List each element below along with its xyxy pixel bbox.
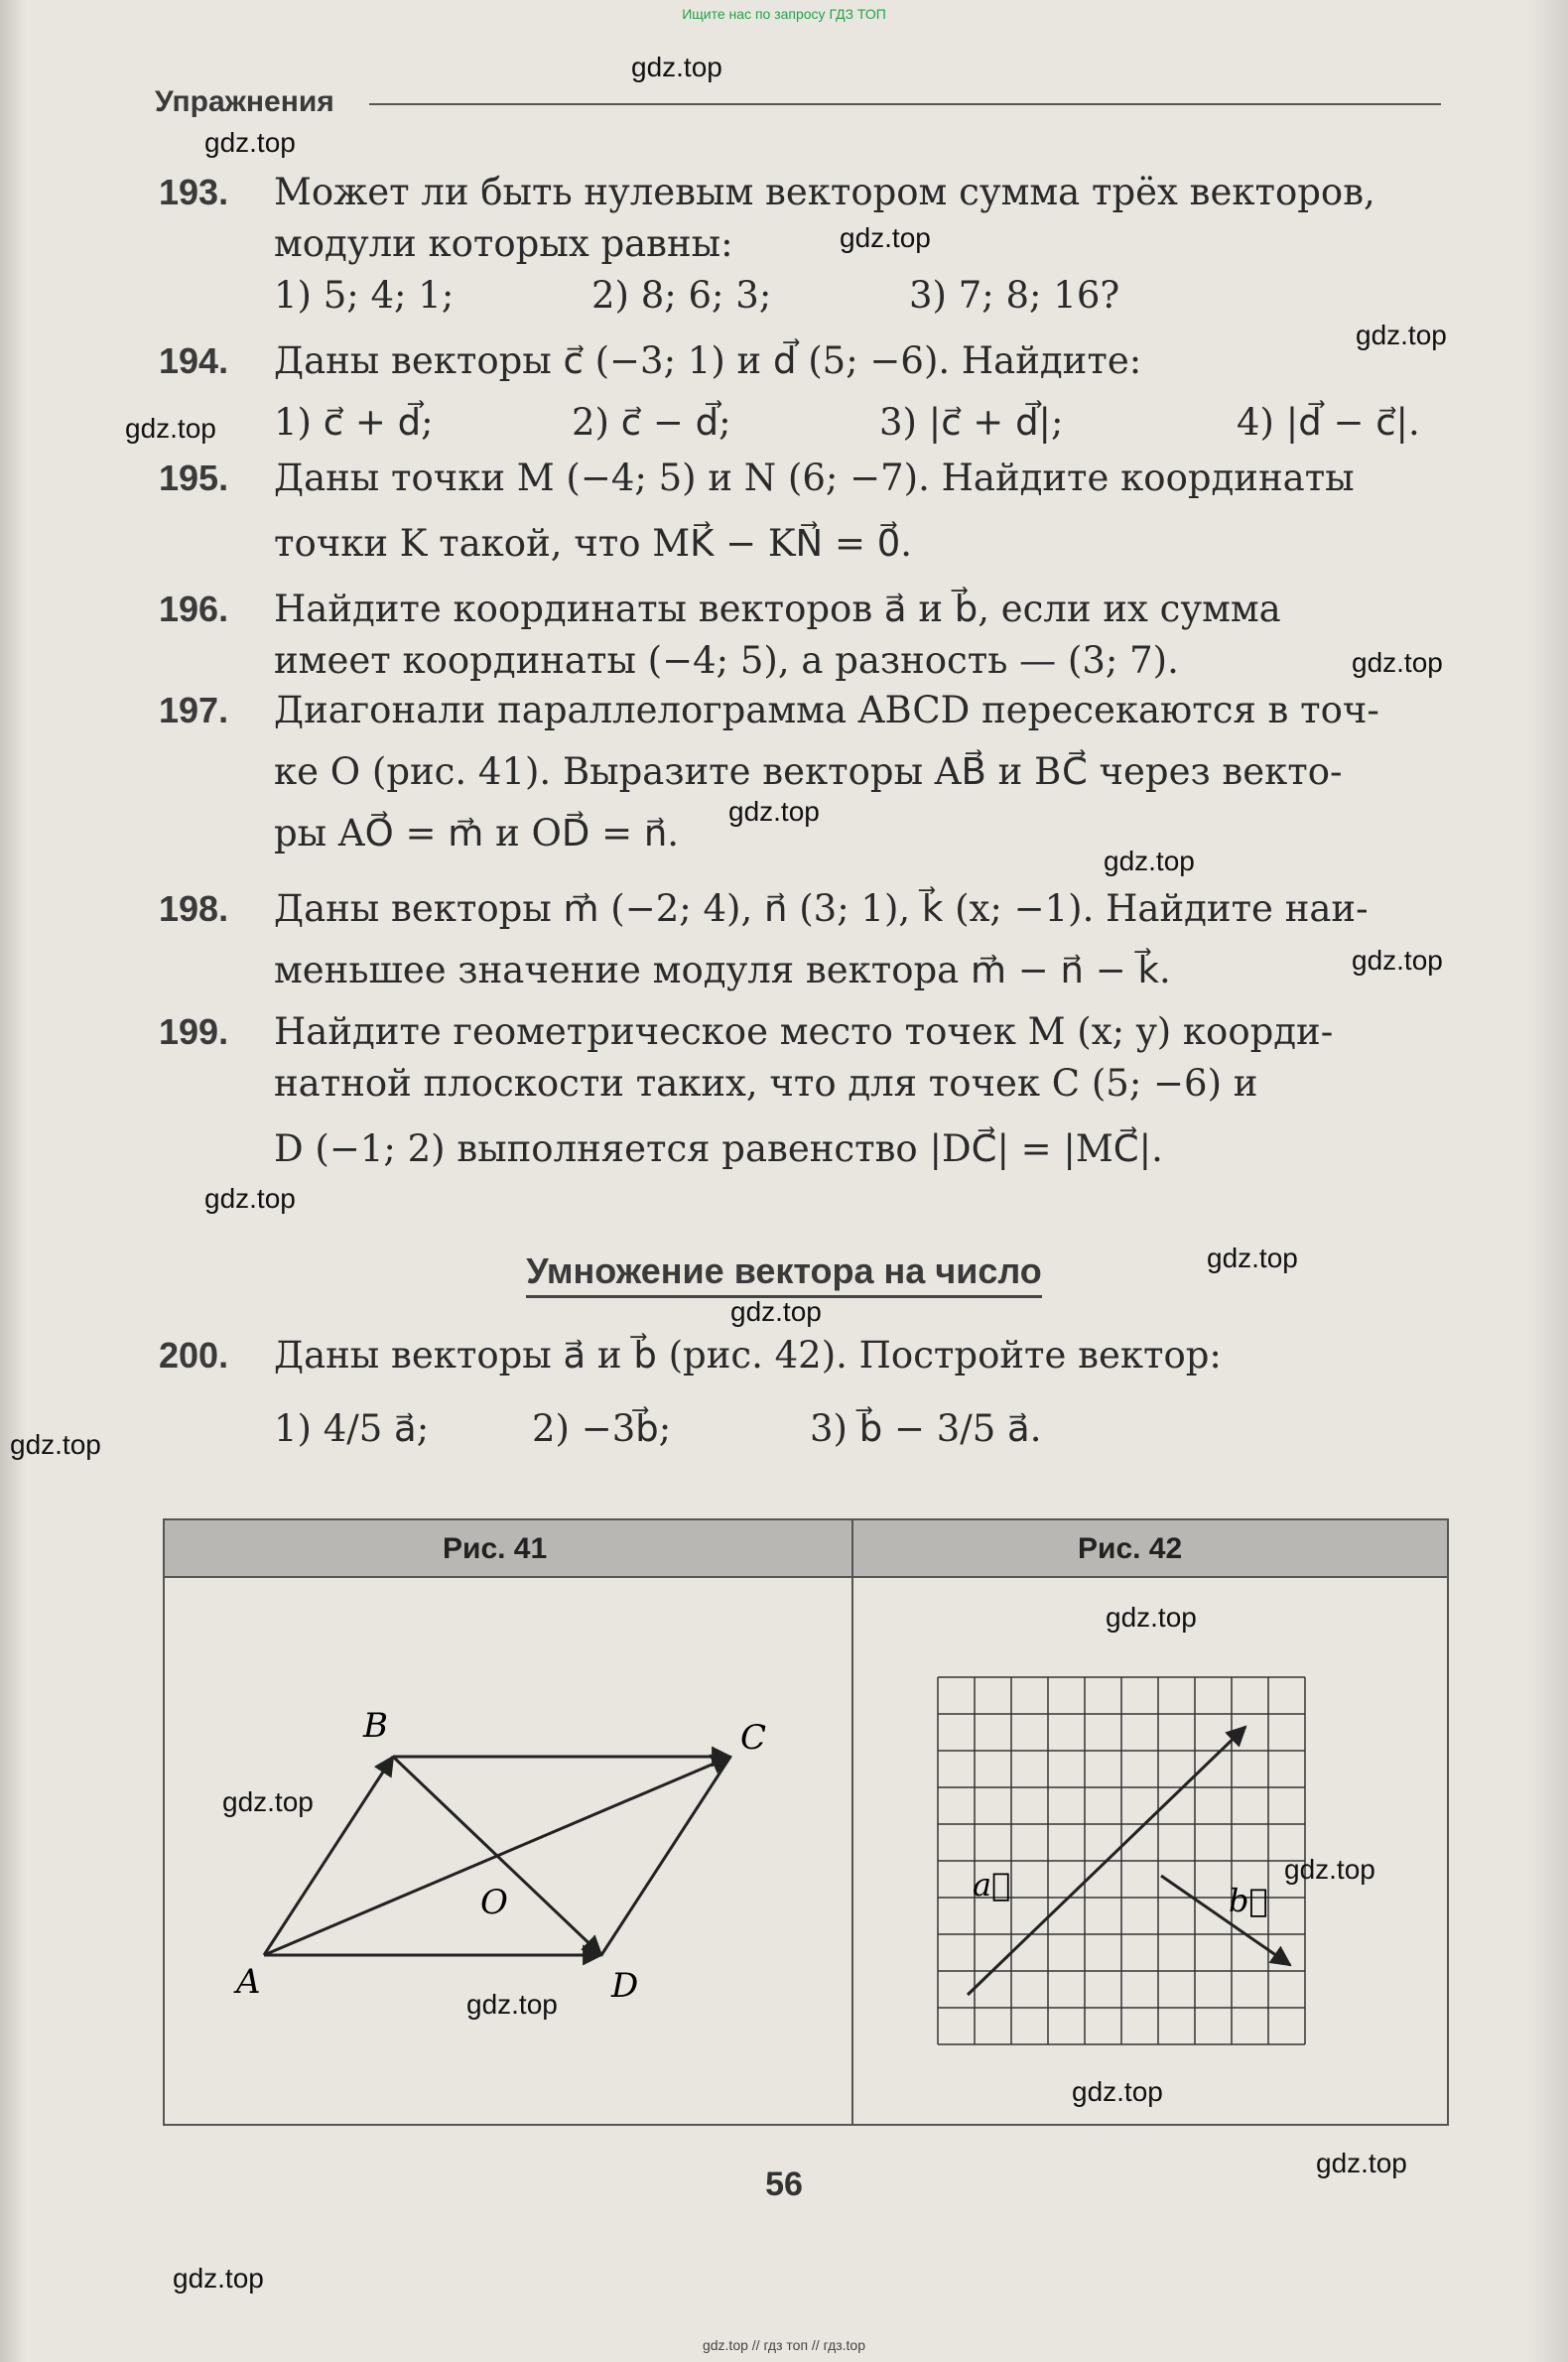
label-c: C: [740, 1718, 767, 1758]
section-title: Упражнения: [155, 85, 334, 118]
watermark: gdz.top: [1207, 1243, 1298, 1273]
label-a: A: [236, 1962, 261, 2002]
exercise-line: Даны векторы c⃗ (−3; 1) и d⃗ (5; −6). Найдите:: [274, 339, 1142, 382]
option: 2) c⃗ − d⃗;: [572, 401, 731, 444]
watermark: gdz.top: [1284, 1854, 1375, 1885]
watermark: gdz.top: [1352, 647, 1443, 678]
label-d: D: [611, 1966, 639, 2006]
watermark: gdz.top: [10, 1429, 101, 1460]
exercise-198: [159, 883, 1449, 996]
exercise-199: [159, 1006, 1449, 1175]
fig42-title: Рис. 42: [1078, 1532, 1183, 1565]
exercise-196: [159, 584, 1449, 687]
exercise-line: D (−1; 2) выполняется равенство |DC⃗| = |MC⃗|.: [274, 1127, 1163, 1170]
answer-options: [274, 397, 1449, 449]
bottom-banner[interactable]: gdz.top // гдз топ // гдз.top: [702, 2337, 866, 2353]
exercise-line: модули которых равны:: [274, 222, 733, 265]
watermark: gdz.top: [1106, 1602, 1197, 1633]
option: 3) 7; 8; 16?: [909, 274, 1120, 317]
exercise-line: Найдите геометрическое место точек M (x; y) коорди-: [274, 1010, 1334, 1053]
exercise-line: точки K такой, что MK⃗ − KN⃗ = 0⃗.: [274, 522, 913, 565]
answer-options: [274, 1403, 1449, 1455]
figures-table: [163, 1518, 1449, 2126]
exercise-line: Может ли быть нулевым вектором сумма трёх векторов,: [274, 171, 1375, 213]
watermark: gdz.top: [631, 52, 722, 82]
fig41-title: Рис. 41: [443, 1532, 548, 1565]
exercise-number: 198.: [159, 888, 229, 929]
label-vector-a: a⃗: [973, 1866, 1011, 1903]
watermark: gdz.top: [222, 1786, 314, 1817]
diagonal-bd: [393, 1757, 601, 1955]
watermark: gdz.top: [730, 1296, 822, 1327]
label-o: O: [480, 1883, 508, 1922]
page-edge-shadow: [1528, 0, 1568, 2362]
watermark: gdz.top: [173, 2263, 264, 2294]
figures-header: [165, 1520, 1447, 1578]
option: 2) 8; 6; 3;: [591, 274, 772, 317]
watermark: gdz.top: [1356, 320, 1447, 350]
exercise-195: [159, 453, 1449, 570]
label-vector-b: b⃗: [1229, 1882, 1268, 1919]
option: 3) b⃗ − 3/5 a⃗.: [810, 1407, 1042, 1450]
page-number: 56: [765, 2165, 803, 2203]
watermark: gdz.top: [1072, 2076, 1163, 2107]
option: 2) −3b⃗;: [532, 1407, 672, 1450]
option: 1) c⃗ + d⃗;: [274, 401, 434, 444]
option: 3) |c⃗ + d⃗|;: [879, 401, 1064, 444]
side-dc: [601, 1757, 730, 1955]
exercise-line: Найдите координаты векторов a⃗ и b⃗, если их сумма: [274, 588, 1281, 630]
exercise-number: 197.: [159, 690, 229, 730]
exercise-line: ры AO⃗ = m⃗ и OD⃗ = n⃗.: [274, 812, 680, 854]
watermark: gdz.top: [1104, 846, 1195, 876]
watermark: gdz.top: [204, 1183, 296, 1214]
exercise-number: 200.: [159, 1335, 229, 1376]
option: 4) |d⃗ − c⃗|.: [1237, 401, 1420, 444]
watermark: gdz.top: [204, 127, 296, 158]
exercise-line: ке O (рис. 41). Выразите векторы AB⃗ и BC⃗ через векто-: [274, 750, 1343, 793]
exercise-line: натной плоскости таких, что для точек C (5; −6) и: [274, 1062, 1258, 1105]
fig41-parallelogram: [165, 1578, 849, 2122]
exercise-197: [159, 685, 1449, 859]
watermark: gdz.top: [466, 1989, 558, 2020]
exercise-194: [159, 335, 1449, 449]
watermark: gdz.top: [840, 222, 931, 253]
exercise-193: [159, 167, 1449, 322]
fig42-grid: [853, 1578, 1445, 2122]
exercise-line: Даны точки M (−4; 5) и N (6; −7). Найдите координаты: [274, 457, 1355, 499]
exercise-number: 194.: [159, 340, 229, 381]
header-rule: [369, 103, 1441, 105]
exercise-line: меньшее значение модуля вектора m⃗ − n⃗ − k⃗.: [274, 949, 1171, 991]
label-b: B: [363, 1706, 388, 1746]
watermark: gdz.top: [1316, 2148, 1407, 2178]
watermark: gdz.top: [728, 796, 820, 827]
exercise-number: 196.: [159, 589, 229, 629]
exercise-number: 195.: [159, 458, 229, 498]
exercise-200: [159, 1330, 1449, 1455]
exercise-line: Даны векторы a⃗ и b⃗ (рис. 42). Постройте вектор:: [274, 1334, 1222, 1377]
top-banner[interactable]: Ищите нас по запросу ГДЗ ТОП: [682, 6, 886, 22]
vector-b: [1161, 1876, 1290, 1965]
subheading: Умножение вектора на число: [0, 1250, 1568, 1292]
exercise-line: Диагонали параллелограмма ABCD пересекаются в точ-: [274, 689, 1379, 731]
watermark: gdz.top: [1352, 945, 1443, 976]
answer-options: [274, 270, 1449, 322]
option: 1) 5; 4; 1;: [274, 274, 455, 317]
exercise-line: имеет координаты (−4; 5), а разность — (3; 7).: [274, 639, 1179, 682]
exercise-line: Даны векторы m⃗ (−2; 4), n⃗ (3; 1), k⃗ (x; −1). Найдите наи-: [274, 887, 1369, 930]
grid-lines: [938, 1677, 1305, 2044]
exercise-number: 193.: [159, 172, 229, 212]
book-spine-shadow: [0, 0, 26, 2362]
exercise-number: 199.: [159, 1011, 229, 1052]
watermark: gdz.top: [125, 413, 216, 444]
option: 1) 4/5 a⃗;: [274, 1407, 430, 1450]
